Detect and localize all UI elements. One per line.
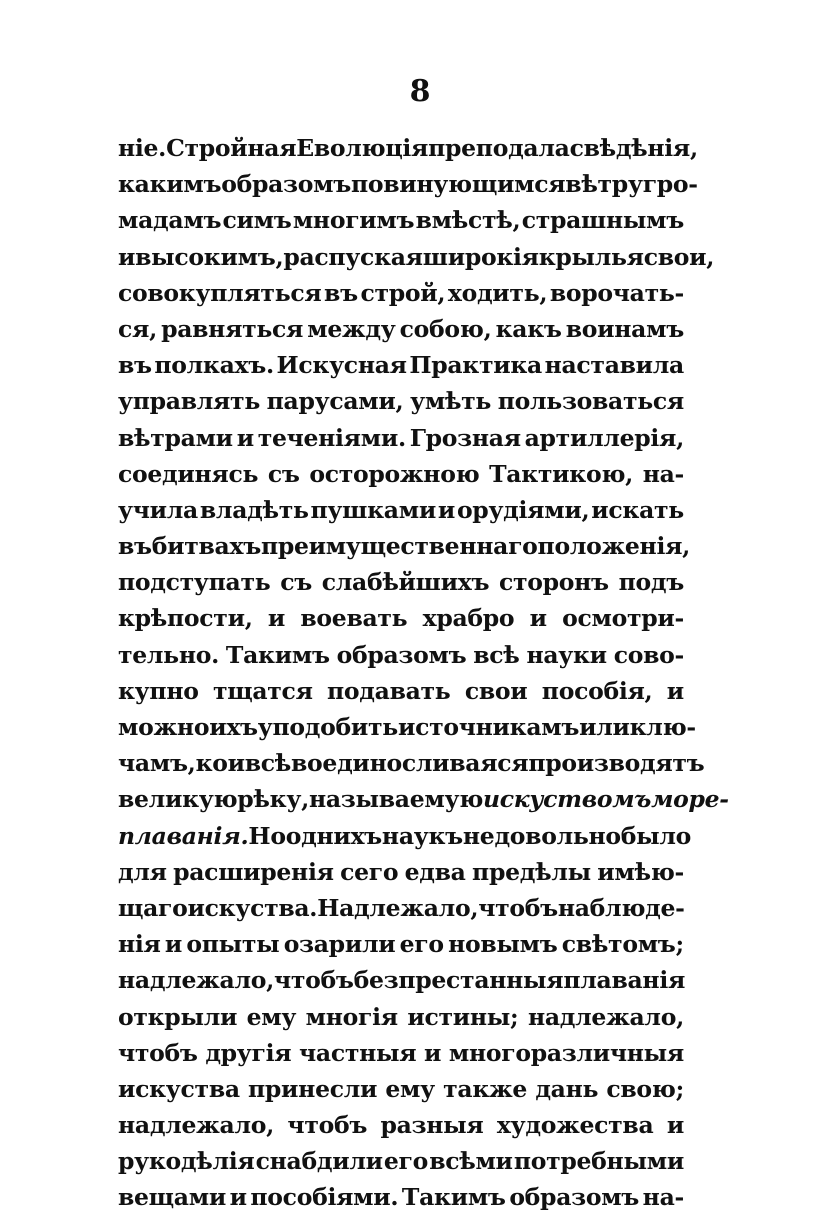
text-line — [118, 420, 684, 456]
text-line — [118, 926, 684, 962]
word: искуствомъ — [483, 785, 652, 814]
word: тщатся — [212, 676, 313, 705]
word: вещами — [118, 1183, 226, 1212]
word: художества — [496, 1111, 654, 1140]
word: также — [443, 1074, 528, 1103]
word: великую — [118, 785, 238, 814]
word: потребными — [513, 1147, 684, 1176]
text-line — [118, 202, 684, 238]
word: искать — [591, 495, 684, 524]
word: Такимъ — [225, 640, 330, 669]
word: едва — [404, 857, 466, 886]
word: преподала — [428, 134, 570, 162]
word: образомъ — [336, 640, 467, 669]
word: Искусная — [276, 351, 407, 380]
text-line — [118, 999, 684, 1035]
word: крылья — [538, 242, 644, 271]
word: и — [666, 1111, 684, 1140]
word: другія — [205, 1038, 292, 1067]
word: дань — [535, 1074, 599, 1103]
text-line — [118, 311, 684, 347]
word: строй, — [360, 278, 446, 307]
word: симъ — [222, 206, 292, 235]
word: новымъ — [448, 930, 558, 959]
word: образомъ — [221, 170, 351, 199]
word: храбро — [422, 604, 515, 633]
word: чамъ, — [118, 749, 196, 778]
word: Практика — [409, 351, 542, 380]
word: истины; — [407, 1002, 519, 1031]
word: ему — [385, 1074, 435, 1103]
word: между — [307, 314, 396, 343]
word: недовольно — [462, 821, 621, 850]
text-line — [118, 492, 684, 528]
word: называемую — [308, 785, 483, 814]
page-number: 8 — [409, 74, 431, 109]
word: или — [579, 713, 630, 741]
word: надлежало, — [118, 966, 274, 995]
word: равняться — [161, 314, 304, 343]
word: страшнымъ — [521, 206, 684, 235]
word: плаванія. — [118, 821, 249, 850]
word: мадамъ — [118, 206, 222, 235]
text-line — [118, 1035, 684, 1071]
word: и — [118, 242, 136, 271]
word: теченіями. — [257, 423, 406, 452]
word: пособія, — [541, 676, 653, 705]
word: его — [383, 1147, 429, 1176]
word: расширенія — [173, 857, 334, 886]
word: сторонъ — [499, 568, 609, 597]
text-line — [118, 962, 684, 998]
word: Еволюція — [296, 134, 429, 162]
word: и — [236, 423, 254, 452]
word: осмотри- — [562, 604, 684, 633]
word: преимущественнаго — [260, 532, 538, 561]
word: свои — [464, 676, 528, 705]
text-line — [118, 239, 715, 275]
word: воедино — [291, 749, 402, 778]
word: осторожною — [309, 459, 480, 488]
word: соединясь — [118, 459, 259, 488]
word: и — [164, 930, 183, 959]
word: тельно. — [118, 640, 219, 669]
word: свѣдѣнія, — [569, 134, 698, 162]
word: уподобить — [257, 713, 398, 741]
word: ему — [246, 1002, 297, 1031]
word: его — [399, 930, 444, 959]
word: въ — [118, 532, 152, 561]
word: наукъ — [381, 821, 463, 850]
text-line — [118, 600, 684, 636]
word: производятъ — [528, 749, 705, 778]
word: пушками — [310, 495, 436, 524]
word: частныя — [299, 1038, 417, 1067]
word: распуская — [283, 242, 423, 271]
word: на- — [642, 459, 684, 488]
word: парусами, — [266, 387, 404, 416]
word: всѣми — [429, 1147, 513, 1176]
word: чтобъ — [478, 893, 558, 922]
word: многія — [305, 1002, 398, 1031]
word: купно — [118, 676, 199, 705]
word: клю- — [629, 713, 696, 741]
word: воинамъ — [565, 314, 684, 343]
word: собою, — [399, 314, 492, 343]
word: съ — [267, 459, 300, 488]
word: какъ — [495, 314, 562, 343]
word: кои — [195, 749, 245, 778]
word: и — [666, 676, 684, 705]
word: умѣть — [410, 387, 492, 416]
word: повинующимся — [350, 170, 566, 199]
word: науки — [526, 640, 607, 669]
text-line — [118, 528, 691, 564]
word: Но — [248, 821, 286, 850]
word: многоразличныя — [448, 1038, 684, 1067]
word: ихъ — [209, 713, 258, 741]
word: предѣлы — [472, 857, 591, 886]
word: всѣ — [473, 640, 520, 669]
word: искуства — [118, 1074, 240, 1103]
word: можно — [118, 713, 210, 741]
word: вѣтрами — [118, 423, 233, 452]
word: сово- — [613, 640, 684, 669]
word: положенія, — [537, 532, 691, 561]
word: и — [529, 604, 547, 633]
word: образомъ — [509, 1183, 640, 1212]
word: подъ — [618, 568, 684, 597]
word: рукодѣлія — [118, 1147, 255, 1176]
word: владѣть — [199, 495, 309, 524]
word: воевать — [300, 604, 408, 633]
word: въ — [118, 351, 152, 380]
word: сего — [340, 857, 399, 886]
word: подступать — [118, 568, 271, 597]
word: битвахъ — [151, 532, 261, 561]
word: чтобъ — [287, 1111, 368, 1140]
text-line — [118, 1071, 684, 1107]
word: наставила — [544, 351, 684, 380]
word: полкахъ. — [154, 351, 274, 380]
word: свои, — [643, 242, 715, 271]
text-line — [118, 673, 684, 709]
word: свою; — [606, 1074, 684, 1103]
word: рѣку, — [237, 785, 309, 814]
word: было — [620, 821, 692, 850]
word: принесли — [248, 1074, 378, 1103]
word: орудіями, — [456, 495, 590, 524]
word: чтобъ — [274, 966, 354, 995]
word: широкія — [422, 242, 539, 271]
word: Надлежало, — [317, 893, 479, 922]
word: подавать — [327, 676, 451, 705]
word: ходить, — [447, 278, 548, 307]
text-line — [118, 745, 705, 781]
word: съ — [280, 568, 312, 597]
word: ворочать- — [549, 278, 684, 307]
word: Стройная — [166, 134, 297, 162]
word: артиллерія, — [524, 423, 684, 452]
word: сливаяся — [401, 749, 529, 778]
word: море- — [651, 785, 729, 814]
word: чтобъ — [118, 1038, 198, 1067]
text-line — [118, 854, 684, 890]
text-line — [118, 1143, 684, 1179]
text-line — [118, 781, 729, 817]
word: управлять — [118, 387, 260, 416]
word: плаванія — [563, 966, 686, 995]
word: и — [437, 495, 456, 524]
word: пособіями. — [250, 1183, 399, 1212]
word: ся, — [118, 314, 157, 343]
word: на- — [642, 1183, 684, 1212]
word: слабѣйшихъ — [321, 568, 490, 597]
text-line — [118, 637, 684, 673]
text-line — [118, 1107, 684, 1143]
word: всѣ — [244, 749, 292, 778]
text-line — [118, 275, 684, 311]
word: открыли — [118, 1002, 238, 1031]
text-line — [118, 383, 684, 419]
word: вмѣстѣ, — [415, 206, 521, 235]
word: въ — [324, 278, 358, 307]
text-line — [118, 166, 698, 202]
word: надлежало, — [527, 1002, 684, 1031]
word: надлежало, — [118, 1111, 274, 1140]
word: нія — [118, 930, 161, 959]
word: учила — [118, 495, 198, 524]
word: крѣпости, — [118, 604, 253, 633]
word: и — [424, 1038, 442, 1067]
word: Грозная — [409, 423, 521, 452]
text-line — [118, 709, 696, 745]
word: и — [267, 604, 286, 633]
word: какимъ — [118, 170, 222, 199]
text-line — [118, 347, 684, 383]
word: многимъ — [292, 206, 415, 235]
word: гро- — [642, 170, 698, 199]
word: совокупляться — [118, 278, 322, 307]
word: и — [229, 1183, 247, 1212]
word: Тактикою, — [489, 459, 633, 488]
word: разныя — [380, 1111, 484, 1140]
word: свѣтомъ; — [561, 930, 684, 959]
word: пользоваться — [497, 387, 684, 416]
word: высокимъ, — [135, 242, 284, 271]
text-line — [118, 456, 684, 492]
word: однихъ — [285, 821, 382, 850]
text-line — [118, 890, 684, 926]
body-text — [118, 130, 729, 1216]
word: искуства. — [187, 893, 318, 922]
word: озарили — [283, 930, 396, 959]
text-line — [118, 130, 698, 166]
word: безпрестанныя — [353, 966, 564, 995]
word: имѣю- — [597, 857, 684, 886]
word: Такимъ — [401, 1183, 506, 1212]
word: ніе. — [118, 134, 167, 162]
word: вѣтру — [565, 170, 643, 199]
word: наблюде- — [557, 893, 685, 922]
word: опыты — [186, 930, 280, 959]
text-line — [118, 1179, 684, 1215]
word: для — [118, 857, 167, 886]
text-line — [118, 818, 692, 854]
word: источникамъ — [397, 713, 580, 741]
text-line — [118, 564, 684, 600]
word: снабдили — [255, 1147, 383, 1176]
word: щаго — [118, 893, 188, 922]
